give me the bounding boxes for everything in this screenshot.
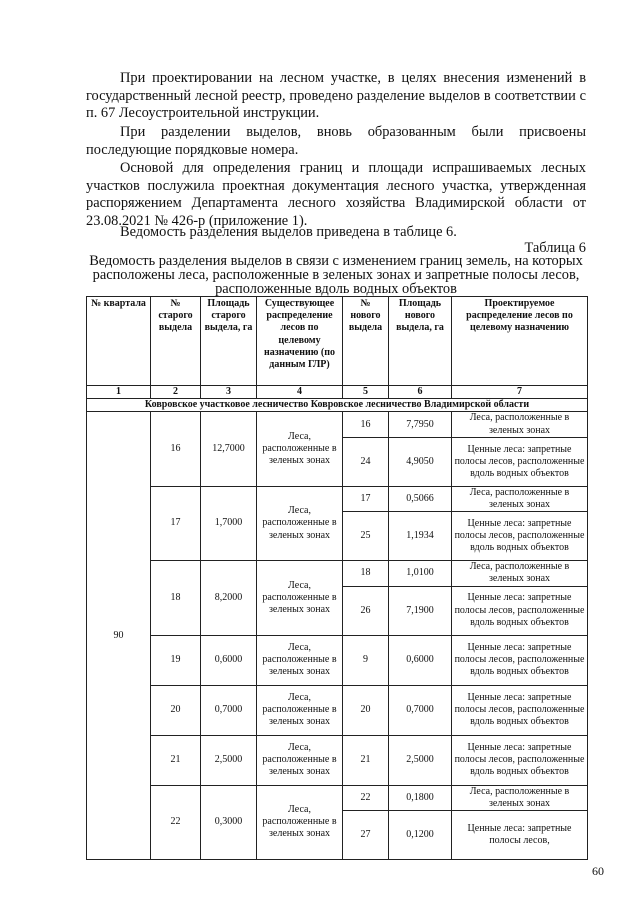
table-title: Ведомость разделения выделов в связи с изменением границ земель, на которых расположены леса, расположенные в зеленых зонах и запретные полосы лесов, расположенные вдоль водных объектов: [89, 253, 583, 297]
new-area-cell: 4,9050: [389, 437, 452, 486]
projected-purpose-cell: Ценные леса: запретные полосы лесов, расположенные вдоль водных объектов: [452, 635, 588, 685]
header-cell: Площадь старого выдела, га: [201, 297, 257, 386]
forestry-row: [87, 399, 588, 412]
new-area-cell: 1,0100: [389, 561, 452, 586]
new-area-cell: 7,7950: [389, 412, 452, 437]
new-area-cell: 0,1200: [389, 811, 452, 860]
projected-purpose-cell: Ценные леса: запретные полосы лесов, расположенные вдоль водных объектов: [452, 685, 588, 735]
column-number: 3: [201, 386, 257, 399]
new-plot-cell: 20: [343, 685, 389, 735]
table-row: [87, 785, 588, 810]
table-row: [87, 685, 588, 735]
column-number: 4: [257, 386, 343, 399]
existing-purpose-cell: Леса, расположенные в зеленых зонах: [257, 486, 343, 560]
new-plot-cell: 27: [343, 811, 389, 860]
header-cell: Проектируемое распределение лесов по целевому назначению: [452, 297, 588, 386]
header-row: [87, 297, 588, 386]
new-area-cell: 7,1900: [389, 586, 452, 635]
table-row: [87, 561, 588, 586]
division-table: [86, 296, 588, 860]
table-row: [87, 635, 588, 685]
new-area-cell: 2,5000: [389, 735, 452, 785]
new-plot-cell: 9: [343, 635, 389, 685]
new-plot-cell: 18: [343, 561, 389, 586]
old-area-cell: 12,7000: [201, 412, 257, 486]
new-area-cell: 0,5066: [389, 486, 452, 511]
existing-purpose-cell: Леса, расположенные в зеленых зонах: [257, 785, 343, 859]
table-row: [87, 412, 588, 437]
old-plot-cell: 16: [151, 412, 201, 486]
projected-purpose-cell: Леса, расположенные в зеленых зонах: [452, 412, 588, 437]
old-area-cell: 8,2000: [201, 561, 257, 635]
old-plot-cell: 20: [151, 685, 201, 735]
new-plot-cell: 17: [343, 486, 389, 511]
old-plot-cell: 19: [151, 635, 201, 685]
column-number: 5: [343, 386, 389, 399]
header-cell: № квартала: [87, 297, 151, 386]
existing-purpose-cell: Леса, расположенные в зеленых зонах: [257, 561, 343, 635]
paragraph-3: Основой для определения границ и площади испрашиваемых лесных участков послужила проектная документация лесного участка, утвержденная распоряжением Департамента лесного хозяйства Владимирской области от 23.08.2021 № 426-р (приложение 1).: [86, 160, 586, 229]
header-cell: № нового выдела: [343, 297, 389, 386]
table-body: [87, 412, 588, 860]
forestry-name: Ковровское участковое лесничество Ковровское лесничество Владимирской области: [87, 399, 588, 412]
projected-purpose-cell: Ценные леса: запретные полосы лесов, расположенные вдоль водных объектов: [452, 586, 588, 635]
new-area-cell: 0,1800: [389, 785, 452, 810]
existing-purpose-cell: Леса, расположенные в зеленых зонах: [257, 735, 343, 785]
header-cell: № старого выдела: [151, 297, 201, 386]
old-area-cell: 1,7000: [201, 486, 257, 560]
new-plot-cell: 22: [343, 785, 389, 810]
column-numbers-row: [87, 386, 588, 399]
paragraph-2: При разделении выделов, вновь образованным были присвоены последующие порядковые номера.: [86, 124, 586, 158]
new-area-cell: 0,7000: [389, 685, 452, 735]
new-plot-cell: 26: [343, 586, 389, 635]
new-plot-cell: 16: [343, 412, 389, 437]
existing-purpose-cell: Леса, расположенные в зеленых зонах: [257, 685, 343, 735]
old-area-cell: 2,5000: [201, 735, 257, 785]
new-plot-cell: 21: [343, 735, 389, 785]
column-number: 1: [87, 386, 151, 399]
old-plot-cell: 21: [151, 735, 201, 785]
new-area-cell: 1,1934: [389, 512, 452, 561]
old-area-cell: 0,7000: [201, 685, 257, 735]
projected-purpose-cell: Ценные леса: запретные полосы лесов,: [452, 811, 588, 860]
column-number: 2: [151, 386, 201, 399]
existing-purpose-cell: Леса, расположенные в зеленых зонах: [257, 412, 343, 486]
projected-purpose-cell: Ценные леса: запретные полосы лесов, расположенные вдоль водных объектов: [452, 512, 588, 561]
quarter-cell: 90: [87, 412, 151, 860]
projected-purpose-cell: Леса, расположенные в зеленых зонах: [452, 785, 588, 810]
table-label: Таблица 6: [524, 240, 586, 256]
new-plot-cell: 24: [343, 437, 389, 486]
header-cell: Площадь нового выдела, га: [389, 297, 452, 386]
paragraph-1: При проектировании на лесном участке, в целях внесения изменений в государственный лесной реестр, проведено разделение выделов в соответствии с п. 67 Лесоустроительной инструкции.: [86, 70, 586, 122]
new-plot-cell: 25: [343, 512, 389, 561]
table-row: [87, 735, 588, 785]
projected-purpose-cell: Леса, расположенные в зеленых зонах: [452, 561, 588, 586]
new-area-cell: 0,6000: [389, 635, 452, 685]
old-area-cell: 0,6000: [201, 635, 257, 685]
header-cell: Существующее распределение лесов по целевому назначению (по данным ГЛР): [257, 297, 343, 386]
old-area-cell: 0,3000: [201, 785, 257, 859]
projected-purpose-cell: Ценные леса: запретные полосы лесов, расположенные вдоль водных объектов: [452, 735, 588, 785]
paragraph-4: Ведомость разделения выделов приведена в таблице 6.: [120, 224, 457, 240]
old-plot-cell: 18: [151, 561, 201, 635]
projected-purpose-cell: Ценные леса: запретные полосы лесов, расположенные вдоль водных объектов: [452, 437, 588, 486]
column-number: 6: [389, 386, 452, 399]
old-plot-cell: 17: [151, 486, 201, 560]
page-number: 60: [592, 864, 604, 878]
table-row: [87, 486, 588, 511]
column-number: 7: [452, 386, 588, 399]
existing-purpose-cell: Леса, расположенные в зеленых зонах: [257, 635, 343, 685]
projected-purpose-cell: Леса, расположенные в зеленых зонах: [452, 486, 588, 511]
old-plot-cell: 22: [151, 785, 201, 859]
